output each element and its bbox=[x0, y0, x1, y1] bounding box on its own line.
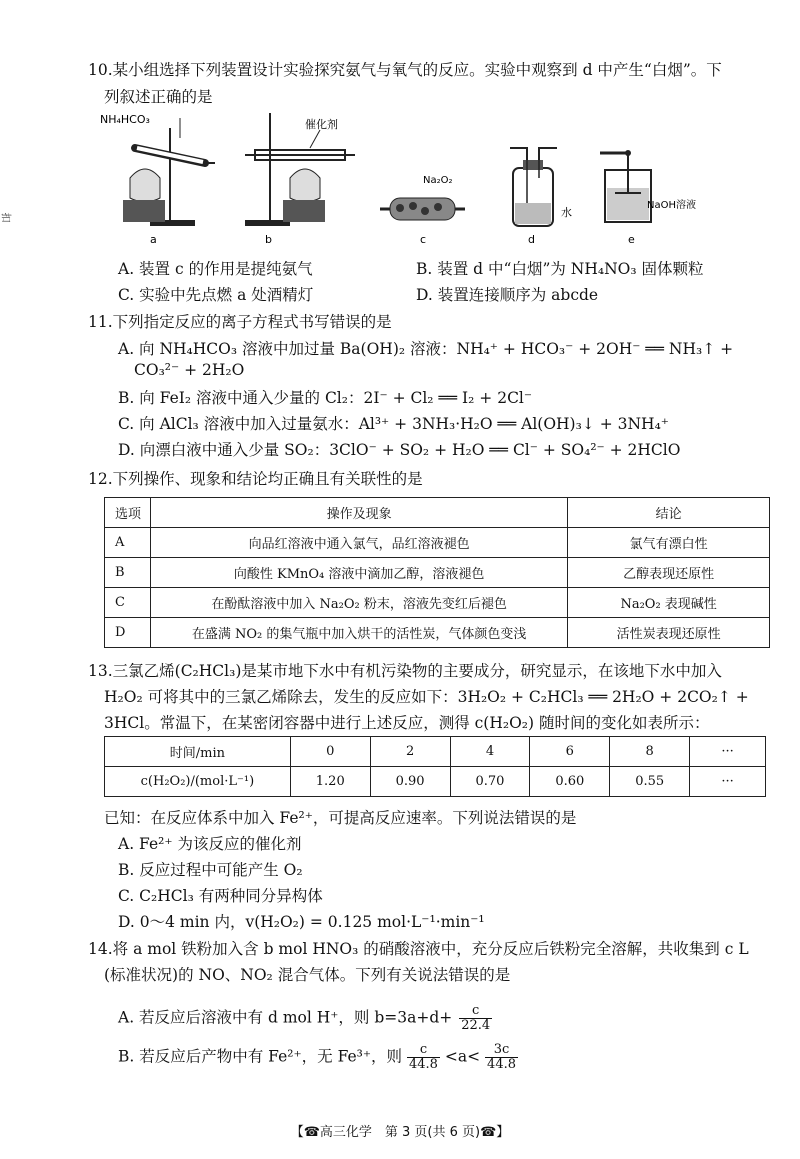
table-header-row bbox=[105, 498, 770, 528]
cell: 0.55 bbox=[610, 767, 690, 797]
q10-apparatus-figure bbox=[95, 108, 735, 248]
q13-option-c: C. C₂HCl₃ 有两种同分异构体 bbox=[118, 887, 323, 905]
inequality: <a< bbox=[444, 1047, 481, 1066]
row-conclusion: 乙醇表现还原性 bbox=[568, 558, 770, 588]
apparatus-c bbox=[380, 198, 465, 220]
page-footer: 【☎高三化学 第 3 页(共 6 页)☎】 bbox=[290, 1125, 510, 1140]
fraction-denominator: 22.4 bbox=[461, 1018, 491, 1033]
q11-option-b: B. 向 FeI₂ 溶液中通入少量的 Cl₂：2I⁻ + Cl₂ ══ I₂ + 2Cl⁻ bbox=[118, 389, 533, 407]
catalyst-label: 催化剂 bbox=[305, 118, 338, 131]
header-conclusion: 结论 bbox=[568, 498, 770, 528]
q10-stem-line1: 10.某小组选择下列装置设计实验探究氨气与氧气的反应。实验中观察到 d 中产生“白烟”。下 bbox=[88, 61, 722, 79]
q13-option-b: B. 反应过程中可能产生 O₂ bbox=[118, 861, 303, 879]
q11-option-d: D. 向漂白液中通入少量 SO₂：3ClO⁻ + SO₂ + H₂O ══ Cl⁻ + SO₄²⁻ + 2HClO bbox=[118, 441, 681, 459]
q14-option-a-text: A. 若反应后溶液中有 d mol H⁺，则 b=3a+d+ bbox=[118, 1008, 453, 1027]
apparatus-d bbox=[510, 148, 557, 226]
table-row bbox=[105, 767, 766, 797]
q10-option-b: B. 装置 d 中“白烟”为 NH₄NO₃ 固体颗粒 bbox=[416, 260, 704, 278]
cell: 0.90 bbox=[370, 767, 450, 797]
cell: ··· bbox=[690, 737, 766, 767]
row-operation: 向品红溶液中通入氯气，品红溶液褪色 bbox=[150, 528, 567, 558]
table-row bbox=[105, 558, 770, 588]
row-conclusion: Na₂O₂ 表现碱性 bbox=[568, 588, 770, 618]
cell: c(H₂O₂)/(mol·L⁻¹) bbox=[105, 767, 291, 797]
q11-option-a-line1: A. 向 NH₄HCO₃ 溶液中加过量 Ba(OH)₂ 溶液：NH₄⁺ + HCO₃⁻ + 2OH⁻ ══ NH₃↑ + bbox=[118, 340, 734, 358]
cell: 4 bbox=[450, 737, 530, 767]
table-row bbox=[105, 618, 770, 648]
side-margin-mark: 扣 bbox=[0, 212, 11, 223]
q10-option-a: A. 装置 c 的作用是提纯氨气 bbox=[118, 260, 313, 278]
fraction bbox=[407, 1043, 440, 1072]
cell: 时间/min bbox=[105, 737, 291, 767]
row-operation: 在盛满 NO₂ 的集气瓶中加入烘干的活性炭，气体颜色变浅 bbox=[150, 618, 567, 648]
row-label: B bbox=[105, 558, 151, 588]
q12-table bbox=[104, 497, 770, 648]
fraction-numerator: c bbox=[407, 1043, 440, 1058]
q12-stem: 12.下列操作、现象和结论均正确且有关联性的是 bbox=[88, 470, 423, 488]
q10-stem-line2: 列叙述正确的是 bbox=[104, 88, 213, 106]
q11-stem: 11.下列指定反应的离子方程式书写错误的是 bbox=[88, 313, 392, 331]
reagent-c-label: Na₂O₂ bbox=[423, 175, 453, 186]
row-conclusion: 活性炭表现还原性 bbox=[568, 618, 770, 648]
q13-table bbox=[104, 736, 766, 797]
row-label: C bbox=[105, 588, 151, 618]
row-operation: 向酸性 KMnO₄ 溶液中滴加乙醇，溶液褪色 bbox=[150, 558, 567, 588]
q13-known: 已知：在反应体系中加入 Fe²⁺，可提高反应速率。下列说法错误的是 bbox=[104, 809, 577, 827]
q13-line3: 3HCl。常温下，在某密闭容器中进行上述反应，测得 c(H₂O₂) 随时间的变化如表所示： bbox=[104, 714, 710, 732]
label-b: b bbox=[265, 233, 272, 246]
cell: 0.60 bbox=[530, 767, 610, 797]
apparatus-b bbox=[245, 113, 355, 226]
row-conclusion: 氯气有漂白性 bbox=[568, 528, 770, 558]
q10-option-d: D. 装置连接顺序为 abcde bbox=[416, 286, 599, 304]
q10-option-c: C. 实验中先点燃 a 处酒精灯 bbox=[118, 286, 314, 304]
label-d: d bbox=[528, 233, 535, 246]
cell: 0.70 bbox=[450, 767, 530, 797]
q14-option-b bbox=[118, 1043, 518, 1072]
q13-line2: H₂O₂ 可将其中的三氯乙烯除去，发生的反应如下：3H₂O₂ + C₂HCl₃ ══ 2H₂O + 2CO₂↑ + bbox=[104, 688, 749, 706]
q14-option-b-text: B. 若反应后产物中有 Fe²⁺，无 Fe³⁺，则 bbox=[118, 1047, 403, 1066]
q14-line2: (标准状况)的 NO、NO₂ 混合气体。下列有关说法错误的是 bbox=[104, 966, 511, 984]
cell: 1.20 bbox=[290, 767, 370, 797]
naoh-label: NaOH溶液 bbox=[647, 200, 696, 211]
table-row bbox=[105, 737, 766, 767]
cell: ··· bbox=[690, 767, 766, 797]
label-e: e bbox=[628, 233, 635, 246]
fraction-numerator: 3c bbox=[485, 1043, 518, 1058]
q14-line1: 14.将 a mol 铁粉加入含 b mol HNO₃ 的硝酸溶液中，充分反应后铁粉完全溶解，共收集到 c L bbox=[88, 940, 749, 958]
fraction bbox=[485, 1043, 518, 1072]
header-option: 选项 bbox=[105, 498, 151, 528]
row-operation: 在酚酞溶液中加入 Na₂O₂ 粉末，溶液先变红后褪色 bbox=[150, 588, 567, 618]
fraction-denominator: 44.8 bbox=[487, 1057, 516, 1072]
q14-option-a bbox=[118, 1004, 492, 1033]
table-row bbox=[105, 528, 770, 558]
row-label: A bbox=[105, 528, 151, 558]
fraction-denominator: 44.8 bbox=[409, 1057, 438, 1072]
cell: 8 bbox=[610, 737, 690, 767]
fraction-numerator: c bbox=[459, 1004, 492, 1019]
row-label: D bbox=[105, 618, 151, 648]
q11-option-c: C. 向 AlCl₃ 溶液中加入过量氨水：Al³⁺ + 3NH₃·H₂O ══ Al(OH)₃↓ + 3NH₄⁺ bbox=[118, 415, 669, 433]
q13-option-d: D. 0～4 min 内，v(H₂O₂) = 0.125 mol·L⁻¹·min⁻¹ bbox=[118, 913, 485, 931]
cell: 6 bbox=[530, 737, 610, 767]
cell: 0 bbox=[290, 737, 370, 767]
label-c: c bbox=[420, 233, 427, 246]
q13-option-a: A. Fe²⁺ 为该反应的催化剂 bbox=[118, 835, 302, 853]
water-label: 水 bbox=[561, 206, 572, 219]
cell: 2 bbox=[370, 737, 450, 767]
apparatus-e bbox=[600, 150, 651, 222]
q11-option-a-line2: CO₃²⁻ + 2H₂O bbox=[134, 361, 245, 379]
header-operation: 操作及现象 bbox=[150, 498, 567, 528]
q13-line1: 13.三氯乙烯(C₂HCl₃)是某市地下水中有机污染物的主要成分，研究显示，在该地下水中加入 bbox=[88, 662, 722, 680]
fraction bbox=[459, 1004, 492, 1033]
label-a: a bbox=[150, 233, 157, 246]
reagent-a-label: NH₄HCO₃ bbox=[100, 113, 150, 126]
apparatus-a bbox=[123, 118, 215, 226]
table-row bbox=[105, 588, 770, 618]
